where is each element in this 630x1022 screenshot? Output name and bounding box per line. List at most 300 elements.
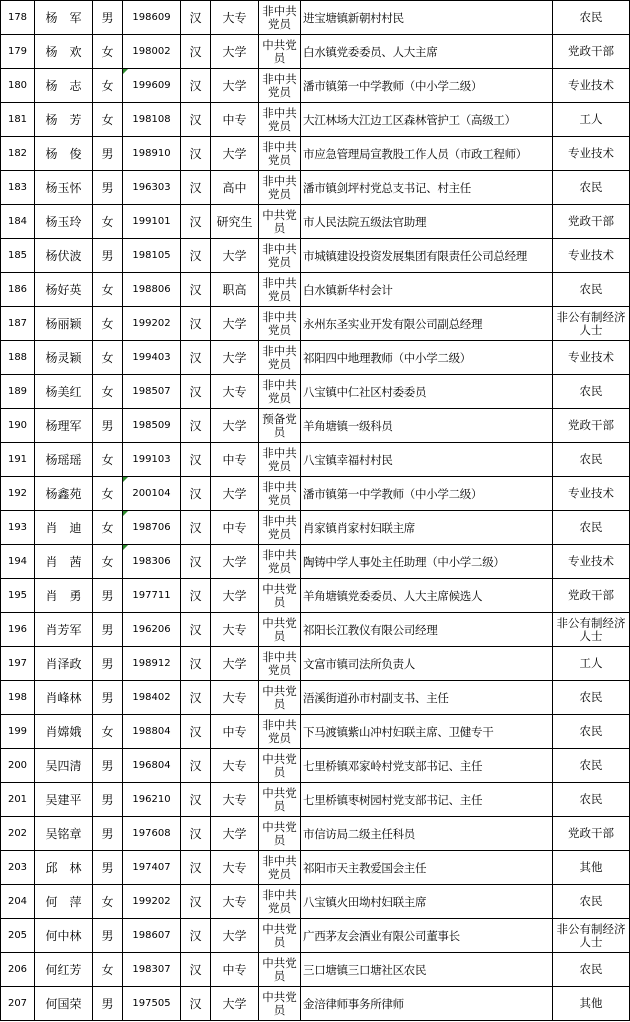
ethnicity-cell: 汉 (181, 851, 211, 885)
birth-month-text: 199609 (132, 79, 171, 91)
work-unit-and-position-cell: 市人民法院五级法官助理 (301, 205, 553, 239)
gender-cell: 男 (93, 579, 123, 613)
party-status-cell: 中共党员 (259, 953, 301, 987)
person-name-cell: 肖峰林 (35, 681, 93, 715)
ethnicity-cell: 汉 (181, 307, 211, 341)
birth-month-cell: 199103 (123, 443, 181, 477)
gender-cell: 男 (93, 137, 123, 171)
table-row (1, 69, 630, 103)
person-name-cell: 肖芳军 (35, 613, 93, 647)
ethnicity-cell: 汉 (181, 511, 211, 545)
row-number-cell: 199 (1, 715, 35, 749)
row-number-cell: 206 (1, 953, 35, 987)
row-number-cell: 192 (1, 477, 35, 511)
party-status-cell: 中共党员 (259, 205, 301, 239)
table-row (1, 409, 630, 443)
ethnicity-cell: 汉 (181, 885, 211, 919)
education-cell: 研究生 (211, 205, 259, 239)
category-cell: 农民 (553, 681, 630, 715)
birth-month-cell: 198105 (123, 239, 181, 273)
birth-month-cell: 198402 (123, 681, 181, 715)
ethnicity-cell: 汉 (181, 375, 211, 409)
party-status-cell: 中共党员 (259, 35, 301, 69)
table-row (1, 1, 630, 35)
row-number-cell: 205 (1, 919, 35, 953)
birth-month-cell: 198507 (123, 375, 181, 409)
table-body (1, 1, 630, 1021)
ethnicity-cell: 汉 (181, 545, 211, 579)
category-cell: 专业技术 (553, 545, 630, 579)
education-cell: 大学 (211, 647, 259, 681)
person-name-cell: 何国荣 (35, 987, 93, 1021)
work-unit-and-position-cell: 下马渡镇紫山冲村妇联主席、卫健专干 (301, 715, 553, 749)
education-cell: 中专 (211, 953, 259, 987)
party-status-cell: 非中共党员 (259, 477, 301, 511)
row-number-cell: 180 (1, 69, 35, 103)
education-cell: 大专 (211, 749, 259, 783)
ethnicity-cell: 汉 (181, 137, 211, 171)
party-status-cell: 非中共党员 (259, 885, 301, 919)
education-cell: 中专 (211, 443, 259, 477)
table-row (1, 613, 630, 647)
work-unit-and-position-cell: 金涪律师事务所律师 (301, 987, 553, 1021)
party-status-cell: 非中共党员 (259, 443, 301, 477)
party-status-cell: 中共党员 (259, 783, 301, 817)
birth-month-cell: 198307 (123, 953, 181, 987)
education-cell: 大学 (211, 239, 259, 273)
education-cell: 高中 (211, 171, 259, 205)
category-cell: 农民 (553, 273, 630, 307)
row-number-cell: 179 (1, 35, 35, 69)
party-status-cell: 非中共党员 (259, 307, 301, 341)
gender-cell: 女 (93, 341, 123, 375)
row-number-cell: 190 (1, 409, 35, 443)
work-unit-and-position-cell: 八宝镇火田坳村妇联主席 (301, 885, 553, 919)
gender-cell: 男 (93, 919, 123, 953)
row-number-cell: 194 (1, 545, 35, 579)
education-cell: 大专 (211, 851, 259, 885)
category-cell: 非公有制经济人士 (553, 307, 630, 341)
category-cell: 农民 (553, 171, 630, 205)
education-cell: 大专 (211, 1, 259, 35)
row-number-cell: 201 (1, 783, 35, 817)
party-status-cell: 非中共党员 (259, 715, 301, 749)
row-number-cell: 183 (1, 171, 35, 205)
gender-cell: 女 (93, 885, 123, 919)
table-row (1, 477, 630, 511)
birth-month-cell: 198806 (123, 273, 181, 307)
work-unit-and-position-cell: 祁阳市天主教爱国会主任 (301, 851, 553, 885)
person-name-cell: 杨 芳 (35, 103, 93, 137)
ethnicity-cell: 汉 (181, 103, 211, 137)
table-row (1, 579, 630, 613)
person-name-cell: 何红芳 (35, 953, 93, 987)
party-status-cell: 中共党员 (259, 919, 301, 953)
birth-month-cell (123, 511, 181, 545)
birth-month-cell (123, 545, 181, 579)
party-status-cell: 非中共党员 (259, 137, 301, 171)
gender-cell: 女 (93, 103, 123, 137)
category-cell: 农民 (553, 783, 630, 817)
gender-cell: 女 (93, 35, 123, 69)
row-number-cell: 203 (1, 851, 35, 885)
category-cell: 非公有制经济人士 (553, 919, 630, 953)
table-row (1, 885, 630, 919)
ethnicity-cell: 汉 (181, 681, 211, 715)
birth-month-cell: 198509 (123, 409, 181, 443)
row-number-cell: 189 (1, 375, 35, 409)
party-status-cell: 预备党员 (259, 409, 301, 443)
table-row (1, 919, 630, 953)
person-name-cell: 肖 勇 (35, 579, 93, 613)
category-cell: 专业技术 (553, 137, 630, 171)
birth-month-cell: 198912 (123, 647, 181, 681)
category-cell: 专业技术 (553, 239, 630, 273)
gender-cell: 女 (93, 205, 123, 239)
birth-month-cell: 197711 (123, 579, 181, 613)
person-name-cell: 杨玉怀 (35, 171, 93, 205)
gender-cell: 男 (93, 1, 123, 35)
category-cell: 农民 (553, 885, 630, 919)
party-status-cell: 中共党员 (259, 749, 301, 783)
work-unit-and-position-cell: 羊角塘镇党委委员、人大主席候选人 (301, 579, 553, 613)
education-cell: 大学 (211, 477, 259, 511)
ethnicity-cell: 汉 (181, 647, 211, 681)
table-row (1, 103, 630, 137)
ethnicity-cell: 汉 (181, 715, 211, 749)
gender-cell: 男 (93, 851, 123, 885)
ethnicity-cell: 汉 (181, 749, 211, 783)
work-unit-and-position-cell: 文富市镇司法所负责人 (301, 647, 553, 681)
gender-cell: 女 (93, 545, 123, 579)
birth-month-cell: 198002 (123, 35, 181, 69)
category-cell: 专业技术 (553, 477, 630, 511)
gender-cell: 女 (93, 273, 123, 307)
gender-cell: 男 (93, 239, 123, 273)
category-cell: 非公有制经济人士 (553, 613, 630, 647)
cell-comment-marker (123, 545, 128, 550)
work-unit-and-position-cell: 羊角塘镇一级科员 (301, 409, 553, 443)
person-name-cell: 肖 迪 (35, 511, 93, 545)
row-number-cell: 178 (1, 1, 35, 35)
birth-month-text: 200104 (132, 487, 171, 499)
person-name-cell: 杨 俊 (35, 137, 93, 171)
category-cell: 工人 (553, 103, 630, 137)
ethnicity-cell: 汉 (181, 817, 211, 851)
education-cell: 大学 (211, 817, 259, 851)
gender-cell: 女 (93, 477, 123, 511)
education-cell: 中专 (211, 511, 259, 545)
birth-month-cell: 198804 (123, 715, 181, 749)
work-unit-and-position-cell: 白水镇党委委员、人大主席 (301, 35, 553, 69)
party-status-cell: 非中共党员 (259, 511, 301, 545)
ethnicity-cell: 汉 (181, 443, 211, 477)
gender-cell: 男 (93, 171, 123, 205)
table-row (1, 205, 630, 239)
birth-month-cell: 196206 (123, 613, 181, 647)
table-row (1, 35, 630, 69)
education-cell: 职高 (211, 273, 259, 307)
category-cell: 党政干部 (553, 35, 630, 69)
row-number-cell: 196 (1, 613, 35, 647)
table-row (1, 341, 630, 375)
education-cell: 大学 (211, 69, 259, 103)
gender-cell: 男 (93, 987, 123, 1021)
table-row (1, 749, 630, 783)
row-number-cell: 181 (1, 103, 35, 137)
category-cell: 党政干部 (553, 817, 630, 851)
education-cell: 大学 (211, 579, 259, 613)
category-cell: 工人 (553, 647, 630, 681)
row-number-cell: 197 (1, 647, 35, 681)
person-name-cell: 肖嫦娥 (35, 715, 93, 749)
work-unit-and-position-cell: 浯溪街道孙市村副支书、主任 (301, 681, 553, 715)
education-cell: 大学 (211, 307, 259, 341)
person-name-cell: 杨鑫苑 (35, 477, 93, 511)
work-unit-and-position-cell: 永州东圣实业开发有限公司副总经理 (301, 307, 553, 341)
birth-month-cell: 199403 (123, 341, 181, 375)
table-row (1, 987, 630, 1021)
birth-month-cell: 198910 (123, 137, 181, 171)
ethnicity-cell: 汉 (181, 35, 211, 69)
work-unit-and-position-cell: 潘市镇剑坪村党总支书记、村主任 (301, 171, 553, 205)
ethnicity-cell: 汉 (181, 1, 211, 35)
person-name-cell: 杨 军 (35, 1, 93, 35)
work-unit-and-position-cell: 市城镇建设投资发展集团有限责任公司总经理 (301, 239, 553, 273)
work-unit-and-position-cell: 市应急管理局宣教股工作人员（市政工程师） (301, 137, 553, 171)
gender-cell: 男 (93, 817, 123, 851)
table-row (1, 137, 630, 171)
work-unit-and-position-cell: 三口塘镇三口塘社区农民 (301, 953, 553, 987)
education-cell: 大专 (211, 783, 259, 817)
ethnicity-cell: 汉 (181, 613, 211, 647)
education-cell: 大学 (211, 35, 259, 69)
party-status-cell: 非中共党员 (259, 1, 301, 35)
birth-month-cell: 196210 (123, 783, 181, 817)
education-cell: 大学 (211, 409, 259, 443)
row-number-cell: 200 (1, 749, 35, 783)
row-number-cell: 185 (1, 239, 35, 273)
table-row (1, 545, 630, 579)
party-status-cell: 非中共党员 (259, 545, 301, 579)
person-name-cell: 杨好英 (35, 273, 93, 307)
table-row (1, 851, 630, 885)
ethnicity-cell: 汉 (181, 341, 211, 375)
work-unit-and-position-cell: 市信访局二级主任科员 (301, 817, 553, 851)
party-status-cell: 非中共党员 (259, 69, 301, 103)
person-name-cell: 何 萍 (35, 885, 93, 919)
birth-month-cell: 199202 (123, 885, 181, 919)
education-cell: 大专 (211, 681, 259, 715)
category-cell: 农民 (553, 375, 630, 409)
education-cell: 大学 (211, 987, 259, 1021)
person-name-cell: 杨 志 (35, 69, 93, 103)
person-name-cell: 吴建平 (35, 783, 93, 817)
person-name-cell: 杨理军 (35, 409, 93, 443)
gender-cell: 男 (93, 681, 123, 715)
person-name-cell: 何中林 (35, 919, 93, 953)
gender-cell: 女 (93, 953, 123, 987)
birth-month-cell: 198607 (123, 919, 181, 953)
category-cell: 其他 (553, 987, 630, 1021)
ethnicity-cell: 汉 (181, 239, 211, 273)
birth-month-text: 198306 (132, 555, 171, 567)
ethnicity-cell: 汉 (181, 987, 211, 1021)
row-number-cell: 187 (1, 307, 35, 341)
ethnicity-cell: 汉 (181, 69, 211, 103)
person-name-cell: 肖泽政 (35, 647, 93, 681)
person-name-cell: 杨美红 (35, 375, 93, 409)
party-status-cell: 非中共党员 (259, 341, 301, 375)
category-cell: 农民 (553, 511, 630, 545)
person-name-cell: 肖 茜 (35, 545, 93, 579)
gender-cell: 女 (93, 443, 123, 477)
work-unit-and-position-cell: 七里桥镇邓家岭村党支部书记、主任 (301, 749, 553, 783)
cell-comment-marker (123, 477, 128, 482)
table-row (1, 307, 630, 341)
education-cell: 中专 (211, 103, 259, 137)
education-cell: 大学 (211, 137, 259, 171)
party-status-cell: 中共党员 (259, 613, 301, 647)
table-row (1, 681, 630, 715)
row-number-cell: 193 (1, 511, 35, 545)
birth-month-cell: 197407 (123, 851, 181, 885)
table-row (1, 443, 630, 477)
person-name-cell: 吴铭章 (35, 817, 93, 851)
education-cell: 大学 (211, 919, 259, 953)
party-status-cell: 非中共党员 (259, 647, 301, 681)
gender-cell: 女 (93, 307, 123, 341)
gender-cell: 男 (93, 613, 123, 647)
person-name-cell: 杨伏波 (35, 239, 93, 273)
work-unit-and-position-cell: 七里桥镇枣树园村党支部书记、主任 (301, 783, 553, 817)
birth-month-cell: 199101 (123, 205, 181, 239)
gender-cell: 女 (93, 715, 123, 749)
birth-month-cell (123, 69, 181, 103)
person-name-cell: 吴四清 (35, 749, 93, 783)
education-cell: 大专 (211, 375, 259, 409)
ethnicity-cell: 汉 (181, 409, 211, 443)
table-row (1, 715, 630, 749)
work-unit-and-position-cell: 大江林场大江边工区森林管护工（高级工） (301, 103, 553, 137)
gender-cell: 男 (93, 749, 123, 783)
ethnicity-cell: 汉 (181, 783, 211, 817)
row-number-cell: 182 (1, 137, 35, 171)
birth-month-cell: 199202 (123, 307, 181, 341)
education-cell: 大专 (211, 885, 259, 919)
row-number-cell: 207 (1, 987, 35, 1021)
table-row (1, 783, 630, 817)
category-cell: 农民 (553, 443, 630, 477)
birth-month-cell: 196804 (123, 749, 181, 783)
education-cell: 大学 (211, 341, 259, 375)
person-name-cell: 杨 欢 (35, 35, 93, 69)
gender-cell: 女 (93, 511, 123, 545)
cell-comment-marker (123, 69, 128, 74)
person-name-cell: 杨瑶瑶 (35, 443, 93, 477)
gender-cell: 男 (93, 647, 123, 681)
table-row (1, 171, 630, 205)
education-cell: 大专 (211, 613, 259, 647)
person-name-cell: 邱 林 (35, 851, 93, 885)
ethnicity-cell: 汉 (181, 919, 211, 953)
gender-cell: 女 (93, 69, 123, 103)
row-number-cell: 204 (1, 885, 35, 919)
party-status-cell: 非中共党员 (259, 103, 301, 137)
party-status-cell: 非中共党员 (259, 171, 301, 205)
party-status-cell: 中共党员 (259, 987, 301, 1021)
work-unit-and-position-cell: 潘市镇第一中学教师（中小学二级） (301, 69, 553, 103)
party-status-cell: 非中共党员 (259, 239, 301, 273)
category-cell: 党政干部 (553, 579, 630, 613)
ethnicity-cell: 汉 (181, 273, 211, 307)
party-status-cell: 非中共党员 (259, 273, 301, 307)
row-number-cell: 186 (1, 273, 35, 307)
work-unit-and-position-cell: 陶铸中学人事处主任助理（中小学二级） (301, 545, 553, 579)
category-cell: 党政干部 (553, 205, 630, 239)
row-number-cell: 188 (1, 341, 35, 375)
work-unit-and-position-cell: 祁阳四中地理教师（中小学二级） (301, 341, 553, 375)
table-row (1, 375, 630, 409)
gender-cell: 女 (93, 375, 123, 409)
category-cell: 其他 (553, 851, 630, 885)
party-status-cell: 非中共党员 (259, 375, 301, 409)
cell-comment-marker (123, 511, 128, 516)
party-status-cell: 中共党员 (259, 579, 301, 613)
birth-month-cell: 196303 (123, 171, 181, 205)
ethnicity-cell: 汉 (181, 953, 211, 987)
work-unit-and-position-cell: 广西茅友会酒业有限公司董事长 (301, 919, 553, 953)
birth-month-cell: 197608 (123, 817, 181, 851)
table-row (1, 511, 630, 545)
category-cell: 党政干部 (553, 409, 630, 443)
birth-month-cell: 198108 (123, 103, 181, 137)
birth-month-cell: 198609 (123, 1, 181, 35)
row-number-cell: 202 (1, 817, 35, 851)
row-number-cell: 195 (1, 579, 35, 613)
party-status-cell: 中共党员 (259, 817, 301, 851)
category-cell: 农民 (553, 715, 630, 749)
party-status-cell: 中共党员 (259, 681, 301, 715)
table-row (1, 953, 630, 987)
row-number-cell: 184 (1, 205, 35, 239)
work-unit-and-position-cell: 八宝镇中仁社区村委委员 (301, 375, 553, 409)
category-cell: 专业技术 (553, 341, 630, 375)
table-row (1, 273, 630, 307)
work-unit-and-position-cell: 进宝塘镇新朝村村民 (301, 1, 553, 35)
table-row (1, 817, 630, 851)
work-unit-and-position-cell: 潘市镇第一中学教师（中小学二级） (301, 477, 553, 511)
person-name-cell: 杨玉玲 (35, 205, 93, 239)
ethnicity-cell: 汉 (181, 477, 211, 511)
birth-month-cell (123, 477, 181, 511)
row-number-cell: 191 (1, 443, 35, 477)
category-cell: 专业技术 (553, 69, 630, 103)
person-name-cell: 杨丽颖 (35, 307, 93, 341)
work-unit-and-position-cell: 肖家镇肖家村妇联主席 (301, 511, 553, 545)
gender-cell: 男 (93, 783, 123, 817)
ethnicity-cell: 汉 (181, 205, 211, 239)
category-cell: 农民 (553, 1, 630, 35)
row-number-cell: 198 (1, 681, 35, 715)
work-unit-and-position-cell: 白水镇新华村会计 (301, 273, 553, 307)
education-cell: 中专 (211, 715, 259, 749)
table-row (1, 239, 630, 273)
gender-cell: 男 (93, 409, 123, 443)
party-status-cell: 非中共党员 (259, 851, 301, 885)
education-cell: 大学 (211, 545, 259, 579)
category-cell: 农民 (553, 953, 630, 987)
